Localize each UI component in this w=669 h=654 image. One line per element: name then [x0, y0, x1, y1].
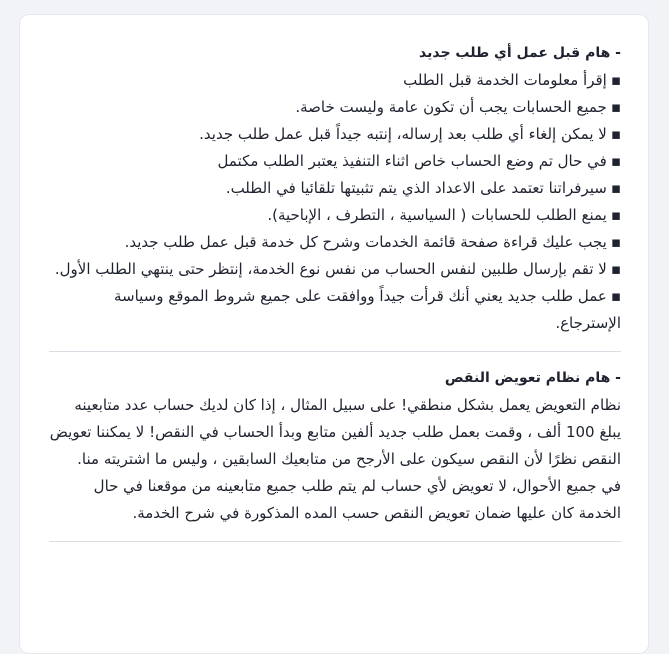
bullet-icon: ▪ — [610, 260, 621, 278]
bullet-icon: ▪ — [610, 206, 621, 224]
section-divider — [49, 351, 621, 352]
bullet-icon: ▪ — [610, 287, 621, 305]
notice-content — [49, 43, 621, 542]
list-item: ▪يمنع الطلب للحسابات ( السياسية ، التطرف ، الإباحية). — [267, 206, 621, 224]
list-item: ▪سيرفراتنا تعتمد على الاعداد الذي يتم تثبيتها تلقائيا في الطلب. — [225, 179, 621, 197]
important-before-order-heading: - هام قبل عمل أي طلب جديد — [419, 45, 621, 61]
compensation-paragraph: نظام التعويض يعمل بشكل منطقي! على سبيل المثال ، إذا كان لديك حساب عدد متابعينه يبلغ 100 ألف ، وقمت بعمل طلب جديد ألفين متابع وبدأ الحساب في النقص! لا يمكننا تعويض النقص نظرًا لأن النقص سيكون على الأرجح من متابعيك السابقين ، وليس ما اشتريته منا. — [49, 396, 621, 468]
list-item: ▪في حال تم وضع الحساب خاص اثناء التنفيذ يعتبر الطلب مكتمل — [217, 152, 621, 170]
bullet-icon: ▪ — [610, 152, 621, 170]
rules-list — [49, 67, 621, 337]
bullet-icon: ▪ — [610, 233, 621, 251]
section-divider — [49, 541, 621, 542]
list-item: ▪يجب عليك قراءة صفحة قائمة الخدمات وشرح كل خدمة قبل عمل طلب جديد. — [124, 233, 621, 251]
list-item: ▪لا تقم بإرسال طلبين لنفس الحساب من نفس نوع الخدمة، إنتظر حتى ينتهي الطلب الأول. — [54, 260, 621, 278]
notice-card — [19, 14, 649, 654]
bullet-icon: ▪ — [610, 125, 621, 143]
list-item: ▪إقرأ معلومات الخدمة قبل الطلب — [403, 71, 621, 89]
bullet-icon: ▪ — [610, 179, 621, 197]
list-item: ▪جميع الحسابات يجب أن تكون عامة وليست خاصة. — [295, 98, 621, 116]
compensation-paragraph-2: في جميع الأحوال، لا تعويض لأي حساب لم يتم طلب جميع متابعينه من موقعنا في حال الخدمة كان عليها ضمان تعويض النقص حسب المده المذكورة في شرح الخدمة. — [93, 477, 621, 522]
compensation-system-heading: - هام نظام تعويض النقص — [444, 370, 621, 386]
bullet-icon: ▪ — [610, 71, 621, 89]
list-item: ▪عمل طلب جديد يعني أنك قرأت جيداً ووافقت على جميع شروط الموقع وسياسة الإسترجاع. — [113, 287, 621, 332]
list-item: ▪لا يمكن إلغاء أي طلب بعد إرساله، إنتبه جيداً قبل عمل طلب جديد. — [199, 125, 621, 143]
bullet-icon: ▪ — [610, 98, 621, 116]
